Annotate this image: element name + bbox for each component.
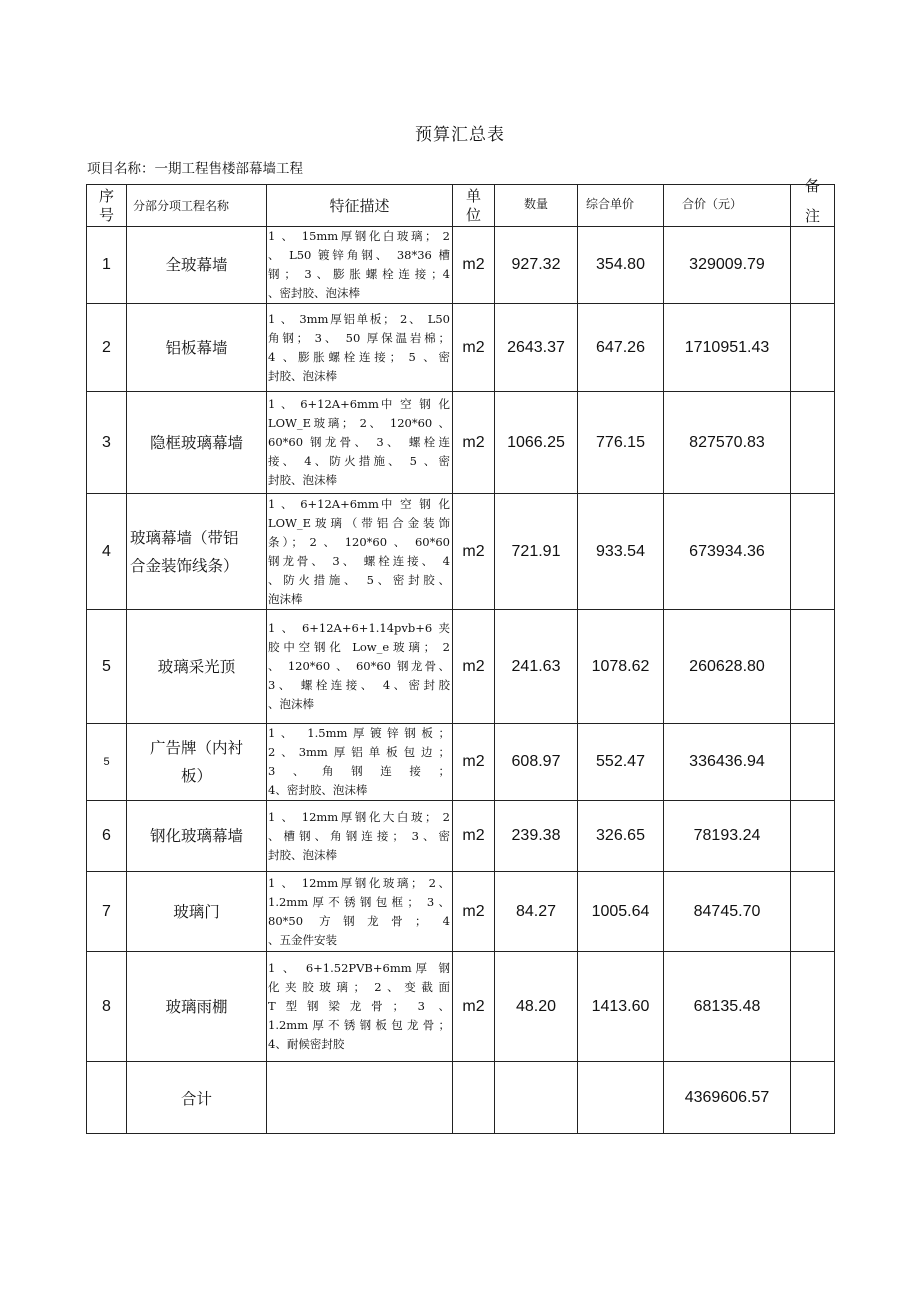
description-line: 封胶、泡沫棒: [268, 847, 337, 862]
row-total-price: 336436.94: [664, 724, 791, 801]
description-line: 、密封胶、泡沫棒: [268, 286, 360, 300]
item-name-line: 广告牌（内衬: [149, 739, 243, 757]
description-line: 1 、 6+12A+6mm中 空 钢 化: [268, 397, 450, 411]
row-quantity: 84.27: [495, 872, 578, 952]
item-name-line: 隐框玻璃幕墙: [149, 433, 243, 452]
row-unit-price: 326.65: [578, 801, 664, 872]
description-line: 化夹胶玻璃； 2、变截面: [268, 980, 450, 994]
total-unit-cell: [453, 1062, 495, 1134]
row-note: [791, 392, 835, 494]
row-total-price: 68135.48: [664, 952, 791, 1062]
header-total-price: 合价（元）: [664, 185, 791, 227]
row-seq: 6: [87, 801, 127, 872]
row-item-name: [127, 304, 267, 392]
row-item-name: [127, 801, 267, 872]
row-seq: 1: [87, 227, 127, 304]
description-line: 1 、 12mm厚钢化玻璃； 2、: [268, 875, 450, 890]
description-line: 1.2mm厚不锈钢板包龙骨；: [268, 1018, 450, 1032]
row-note: [791, 304, 835, 392]
header-note: 备 注: [791, 185, 835, 227]
row-item-name: [127, 872, 267, 952]
table-row: [87, 494, 835, 610]
row-unit-price: 1005.64: [578, 872, 664, 952]
row-unit: m2: [453, 227, 495, 304]
header-item-name: 分部分项工程名称: [127, 185, 267, 227]
row-quantity: 241.63: [495, 610, 578, 724]
row-item-name: [127, 952, 267, 1062]
row-description: [267, 724, 453, 801]
row-quantity: 721.91: [495, 494, 578, 610]
row-unit: m2: [453, 872, 495, 952]
description-line: 封胶、泡沫棒: [268, 368, 337, 383]
row-unit-price: 647.26: [578, 304, 664, 392]
item-name-line: 合金装饰线条）: [130, 556, 239, 575]
row-quantity: 927.32: [495, 227, 578, 304]
row-description: [267, 872, 453, 952]
row-item-name: [127, 392, 267, 494]
row-seq: 4: [87, 494, 127, 610]
description-line: 3、角钢连接；: [268, 764, 450, 778]
row-item-name: [127, 494, 267, 610]
header-description: 特征描述: [267, 185, 453, 227]
description-line: 封胶、泡沫棒: [268, 473, 337, 487]
row-quantity: 1066.25: [495, 392, 578, 494]
total-qty-cell: [495, 1062, 578, 1134]
item-name-line: 玻璃幕墙（带铝: [130, 528, 239, 547]
row-item-name: [127, 610, 267, 724]
total-price-cell: [578, 1062, 664, 1134]
row-unit-price: 354.80: [578, 227, 664, 304]
row-total-price: 1710951.43: [664, 304, 791, 392]
description-line: 、 120*60 、 60*60 钢龙骨、: [268, 659, 450, 673]
page-title: 预算汇总表: [415, 125, 505, 145]
description-line: 1 、 6+1.52PVB+6mm厚 钢: [268, 961, 450, 975]
item-name-line: 铝板幕墙: [165, 338, 228, 357]
description-line: 4、密封胶、泡沫棒: [268, 783, 368, 797]
total-desc-cell: [267, 1062, 453, 1134]
total-label: 合计: [127, 1062, 267, 1134]
header-seq: 序 号: [87, 185, 127, 227]
item-name-line: 玻璃门: [173, 902, 220, 921]
description-line: 1 、 6+12A+6mm中 空 钢 化: [268, 496, 450, 511]
description-line: LOW_E玻璃（带铝合金装饰: [268, 515, 450, 530]
description-line: 钢龙骨、 3、 螺栓连接、 4: [268, 553, 450, 568]
row-description: [267, 392, 453, 494]
row-item-name: [127, 724, 267, 801]
row-seq: 5: [87, 610, 127, 724]
row-note: [791, 801, 835, 872]
description-line: 80*50 方钢龙骨； 4: [268, 913, 450, 928]
row-note: [791, 610, 835, 724]
row-quantity: 608.97: [495, 724, 578, 801]
row-unit-price: 933.54: [578, 494, 664, 610]
table-row: [87, 610, 835, 724]
header-quantity: 数量: [495, 185, 578, 227]
row-seq: 5: [87, 724, 127, 801]
row-seq: 3: [87, 392, 127, 494]
row-unit: m2: [453, 801, 495, 872]
row-unit: m2: [453, 724, 495, 801]
row-unit: m2: [453, 494, 495, 610]
budget-summary-table: [86, 177, 835, 1134]
table-header-row: [87, 185, 835, 227]
description-line: 3、 螺栓连接、 4、密封胶: [268, 678, 450, 692]
description-line: 2、3mm厚铝单板包边；: [268, 745, 450, 759]
row-total-price: 260628.80: [664, 610, 791, 724]
total-note-cell: [791, 1062, 835, 1134]
description-line: 接、 4、防火措施、 5 、密: [268, 454, 450, 468]
description-line: 、槽钢、角钢连接； 3、密: [268, 828, 450, 843]
grand-total: 4369606.57: [664, 1062, 791, 1134]
description-line: 、五金件安装: [268, 932, 337, 947]
description-line: 角钢； 3、 50 厚保温岩棉；: [268, 330, 450, 345]
description-line: 1.2mm厚不锈钢包框； 3、: [268, 894, 450, 909]
description-line: 钢； 3、膨胀螺栓连接；4: [268, 267, 450, 281]
row-description: [267, 304, 453, 392]
table-row: [87, 724, 835, 801]
row-quantity: 48.20: [495, 952, 578, 1062]
description-line: 1 、 6+12A+6+1.14pvb+6 夹: [268, 621, 450, 635]
description-line: 、 L50 镀锌角钢、 38*36 槽: [268, 248, 450, 262]
table-row: [87, 227, 835, 304]
row-total-price: 78193.24: [664, 801, 791, 872]
row-description: [267, 227, 453, 304]
row-unit-price: 776.15: [578, 392, 664, 494]
row-unit-price: 552.47: [578, 724, 664, 801]
description-line: 4 、膨胀螺栓连接； 5 、密: [268, 349, 450, 364]
row-seq: 8: [87, 952, 127, 1062]
description-line: 4、耐候密封胶: [268, 1037, 345, 1051]
row-note: [791, 494, 835, 610]
row-description: [267, 952, 453, 1062]
row-note: [791, 952, 835, 1062]
table-row: [87, 304, 835, 392]
item-name-line: 玻璃采光顶: [157, 657, 236, 676]
header-unit-price: 综合单价: [578, 185, 664, 227]
row-note: [791, 227, 835, 304]
item-name-line: 全玻幕墙: [165, 256, 228, 274]
total-row: [87, 1062, 835, 1134]
description-line: 1 、 15mm厚钢化白玻璃； 2: [268, 229, 450, 243]
table-row: [87, 872, 835, 952]
row-unit-price: 1413.60: [578, 952, 664, 1062]
description-line: 1、 1.5mm厚镀锌钢板；: [268, 726, 450, 740]
row-total-price: 84745.70: [664, 872, 791, 952]
total-seq-cell: [87, 1062, 127, 1134]
row-total-price: 673934.36: [664, 494, 791, 610]
description-line: 1 、 12mm厚钢化大白玻； 2: [268, 809, 450, 824]
item-name-line: 钢化玻璃幕墙: [149, 827, 243, 845]
row-quantity: 2643.37: [495, 304, 578, 392]
row-note: [791, 724, 835, 801]
row-description: [267, 494, 453, 610]
row-unit: m2: [453, 610, 495, 724]
description-line: T型钢梁龙骨； 3 、: [268, 999, 450, 1013]
description-line: 胶中空钢化 Low_e玻璃； 2: [268, 640, 450, 654]
table-row: [87, 392, 835, 494]
item-name-line: 板）: [180, 767, 212, 785]
row-note: [791, 872, 835, 952]
header-unit: 单 位: [453, 185, 495, 227]
row-quantity: 239.38: [495, 801, 578, 872]
description-line: 、泡沫棒: [268, 697, 314, 711]
row-item-name: [127, 227, 267, 304]
row-description: [267, 610, 453, 724]
description-line: 条）； 2 、 120*60 、 60*60: [268, 534, 450, 549]
description-line: 60*60 钢龙骨、 3、 螺栓连: [268, 435, 450, 449]
row-total-price: 329009.79: [664, 227, 791, 304]
table-row: [87, 801, 835, 872]
row-seq: 7: [87, 872, 127, 952]
table-row: [87, 952, 835, 1062]
row-unit: m2: [453, 952, 495, 1062]
row-seq: 2: [87, 304, 127, 392]
item-name-line: 玻璃雨棚: [165, 997, 228, 1016]
description-line: 、防火措施、 5、密封胶、: [268, 572, 450, 587]
row-total-price: 827570.83: [664, 392, 791, 494]
description-line: 1 、 3mm厚铝单板； 2、 L50: [268, 311, 450, 326]
description-line: LOW_E玻璃； 2、 120*60 、: [268, 416, 450, 430]
row-unit-price: 1078.62: [578, 610, 664, 724]
row-description: [267, 801, 453, 872]
row-unit: m2: [453, 304, 495, 392]
project-name: 项目名称：一期工程售楼部幕墙工程: [87, 161, 303, 177]
row-unit: m2: [453, 392, 495, 494]
description-line: 泡沫棒: [268, 591, 303, 606]
